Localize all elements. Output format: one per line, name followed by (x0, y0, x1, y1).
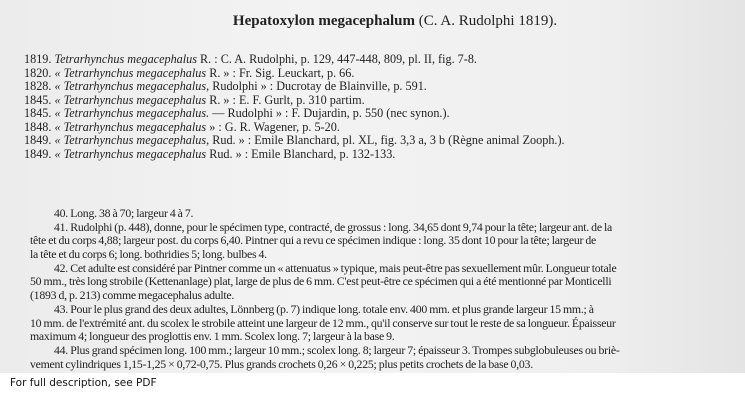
synonymy-entry (24, 80, 739, 94)
note-line: tête et du corps 4,88; largeur post. du corps 6,40. Pintner qui a revu ce spécimen indique : long. 35 dont 10 pour la tête; largeur de (30, 234, 597, 248)
synonymy-entry (24, 148, 739, 162)
entry-reference: R. » : Fr. Sig. Leuckart, p. 66. (209, 66, 355, 80)
entry-taxon: « Tetrarhynchus megacephalus (54, 93, 207, 107)
note-line (30, 371, 742, 373)
entry-taxon: « Tetrarhynchus megacephalus (54, 147, 207, 161)
synonymy-entry (24, 94, 739, 108)
note-line: 41. Rudolphi (p. 448), donne, pour le spécimen type, contracté, de grossus : long. 34,65 dont 9,74 pour la tête; largeur ant. de la (54, 220, 613, 234)
entry-taxon: « Tetrarhynchus megacephalus, (54, 134, 210, 147)
entry-year: 1845. (24, 93, 52, 107)
entry-year: 1849. (24, 134, 52, 147)
synonymy-entry (24, 134, 739, 148)
entry-year: 1849. (24, 147, 52, 161)
note-line: vement cylindriques 1,15-1,25 × 0,72-0,75. Plus grands crochets 0,26 × 0,225; plus petits crochets de la base 0,03. (30, 357, 533, 371)
note-line: 40. Long. 38 à 70; largeur 4 à 7. (54, 207, 194, 220)
note-line: 10 mm. de l'extrémité ant. du scolex le strobile atteint une largeur de 12 mm., qu'il conserve sur tout le reste de sa longueur. Épaisseur (30, 316, 616, 330)
note-line: 43. Pour le plus grand des deux adultes, Lönnberg (p. 7) indique long. totale env. 400 mm. et plus grande largeur 15 mm.; à (54, 302, 594, 316)
caption: For full description, see PDF (10, 377, 157, 389)
species-name: Hepatoxylon megacephalum (232, 13, 415, 29)
note-line: maximum 4; longueur des proglottis env. 1 mm. Scolex long. 7; largeur à la base 9. (30, 330, 395, 344)
synonymy-entry (24, 53, 739, 67)
entry-reference: R. » : E. F. Gurlt, p. 310 partim. (209, 93, 365, 107)
entry-reference: » : G. R. Wagener, p. 5-20. (209, 120, 340, 134)
synonymy-entry (24, 107, 739, 121)
species-authority: (C. A. Rudolphi 1819). (418, 13, 558, 29)
entry-taxon: « Tetrarhynchus megacephalus (54, 120, 207, 134)
entry-reference: Rud. » : Emile Blanchard, p. 132-133. (209, 147, 396, 161)
page-title (0, 12, 745, 30)
synonymy-list (24, 53, 739, 161)
note-line: (1893 d, p. 213) comme megacephalus adulte. (30, 289, 235, 303)
entry-taxon: « Tetrarhynchus megacephalus. (54, 107, 210, 120)
note-line: 42. Cet adulte est considéré par Pintner comme un « attenuatus » typique, mais peut-être pas sexuellement mûr. Longueur totale (54, 261, 617, 275)
entry-reference: Rudolphi » : Ducrotay de Blainville, p. 591. (212, 80, 427, 93)
note-line: 50 mm., très long strobile (Kettenanlage) plat, large de plus de 6 mm. C'est peut-être ce spécimen qui a été mentionné par Monticelli (30, 275, 612, 289)
entry-year: 1848. (24, 120, 52, 134)
entry-year: 1845. (24, 107, 52, 120)
note-line: la tête et du corps 6; long. bothridies 5; long. bulbes 4. (30, 248, 267, 262)
entry-year: 1828. (24, 80, 52, 93)
notes-list (30, 207, 742, 373)
entry-reference: Rud. » : Emile Blanchard, pl. XL, fig. 3,3 a, 3 b (Règne animal Zooph.). (212, 134, 565, 147)
note-line: 44. Plus grand spécimen long. 100 mm.; largeur 10 mm.; scolex long. 8; largeur 7; épaisseur 3. Trompes subglobuleuses ou briè- (54, 343, 620, 357)
synonymy-entry (24, 121, 739, 135)
entry-reference: R. : C. A. Rudolphi, p. 129, 447-448, 809, pl. II, fig. 7-8. (200, 53, 477, 66)
synonymy-entry (24, 67, 739, 81)
entry-reference: — Rudolphi » : F. Dujardin, p. 550 (nec synon.). (212, 107, 450, 120)
entry-taxon: « Tetrarhynchus megacephalus, (54, 80, 210, 93)
entry-taxon: Tetrarhynchus megacephalus (54, 53, 197, 66)
entry-year: 1820. (24, 66, 52, 80)
entry-taxon: « Tetrarhynchus megacephalus (54, 66, 207, 80)
entry-year: 1819. (24, 53, 52, 66)
